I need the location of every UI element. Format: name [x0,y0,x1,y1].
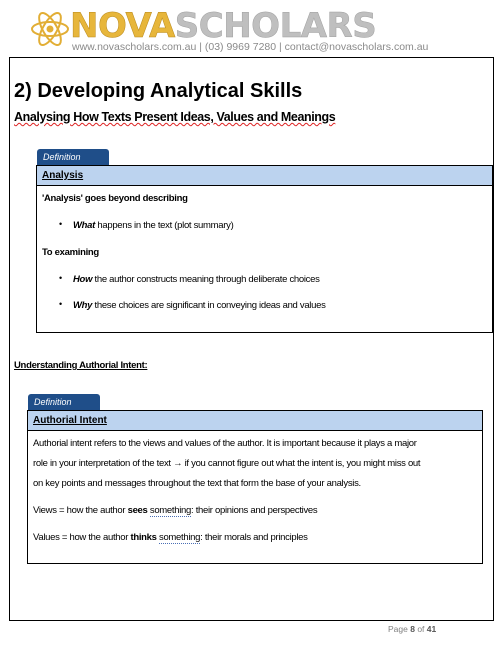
views-definition: Views = how the author sees something: their opinions and perspectives [33,505,318,516]
page-title: 2) Developing Analytical Skills [14,80,303,102]
section-title: Understanding Authorial Intent: [14,360,148,371]
analysis-box-title: Analysis [36,165,493,186]
intent-text-line: on key points and messages throughout the text that form the base of your analysis. [33,478,361,489]
definition-tab: Definition [28,394,100,411]
contact-line: www.novascholars.com.au | (03) 9969 7280 | contact@novascholars.com.au [72,41,429,53]
list-item: What happens in the text (plot summary) [73,220,234,231]
list-item: How the author constructs meaning through deliberate choices [73,274,320,285]
intent-text-line: Authorial intent refers to the views and values of the author. It is important because it plays a major [33,438,417,449]
values-definition: Values = how the author thinks something: their morals and principles [33,532,308,543]
bullet-icon: • [59,299,63,309]
bullet-icon: • [59,273,63,283]
page-number: Page 8 of 41 [388,624,437,634]
page-header [0,0,503,58]
list-item: Why these choices are significant in conveying ideas and values [73,300,326,311]
to-examining-label: To examining [42,247,99,258]
authorial-intent-title: Authorial Intent [27,410,483,431]
intent-text-line: role in your interpretation of the text → if you cannot figure out what the intent is, you might miss out [33,458,421,469]
atom-logo-icon [30,9,70,49]
page-subtitle: Analysing How Texts Present Ideas, Values and Meanings [14,110,336,124]
logo-wordmark: NOVASCHOLARS [70,6,377,46]
bullet-icon: • [59,219,63,229]
definition-tab: Definition [37,149,109,166]
analysis-intro: 'Analysis' goes beyond describing [42,193,188,204]
